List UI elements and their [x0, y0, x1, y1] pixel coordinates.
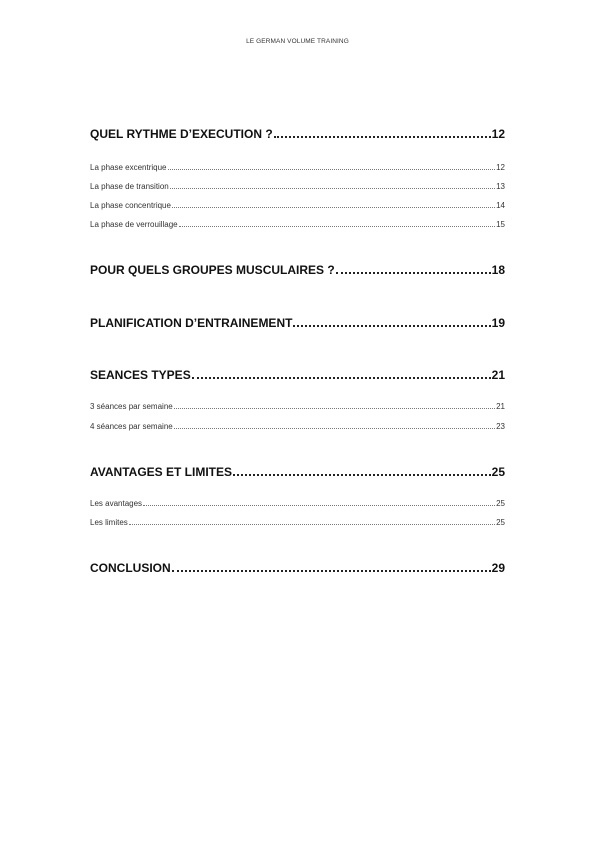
toc-section-conclusion[interactable] [90, 561, 505, 575]
toc-item-phase-concentrique[interactable] [90, 201, 505, 210]
toc-item-title: La phase de transition [90, 182, 169, 191]
dot-leader [179, 225, 495, 227]
toc-item-title: 3 séances par semaine [90, 402, 173, 411]
dot-leader [174, 427, 495, 429]
toc-page-number: 12 [496, 163, 505, 172]
toc-item-phase-transition[interactable] [90, 182, 505, 191]
toc-section-title: CONCLUSION [90, 561, 171, 575]
toc-item-title: La phase de verrouillage [90, 220, 178, 229]
toc-item-title: Les avantages [90, 499, 143, 508]
dot-leader [174, 407, 495, 409]
dot-leader [192, 376, 491, 379]
toc-page-number: 13 [496, 182, 505, 191]
toc-item-phase-excentrique[interactable] [90, 163, 505, 172]
toc-section-avantages-limites[interactable] [90, 465, 505, 479]
dot-leader [170, 187, 495, 189]
toc-page-number: 18 [491, 263, 505, 277]
toc-page-number: 25 [496, 518, 505, 527]
toc-page-number: 29 [491, 561, 505, 575]
dot-leader [233, 473, 491, 476]
toc-section-title: QUEL RYTHME D’EXECUTION ? [90, 127, 273, 141]
toc-section-quel-rythme[interactable] [90, 127, 505, 141]
toc-page-number: 21 [491, 368, 505, 382]
toc-page-number: 25 [491, 465, 505, 479]
toc-item-3-seances[interactable] [90, 402, 505, 411]
dot-leader [143, 504, 495, 506]
toc-page-number: 12 [491, 127, 505, 141]
running-header: LE GERMAN VOLUME TRAINING [246, 38, 349, 45]
toc-item-title: Les limites [90, 518, 128, 527]
toc-page-number: 15 [496, 220, 505, 229]
toc-page-number: 19 [491, 316, 505, 330]
toc-item-title: La phase excentrique [90, 163, 167, 172]
toc-item-title: 4 séances par semaine [90, 422, 173, 431]
toc-section-groupes-musculaires[interactable] [90, 263, 505, 277]
dot-leader [129, 523, 495, 525]
toc-section-title: PLANIFICATION D’ENTRAINEMENT [90, 316, 293, 330]
toc-item-4-seances[interactable] [90, 422, 505, 431]
dot-leader [172, 206, 495, 208]
dot-leader [336, 271, 491, 274]
toc-section-title: POUR QUELS GROUPES MUSCULAIRES ? [90, 263, 335, 277]
toc-section-planification[interactable] [90, 316, 505, 330]
toc-item-title: La phase concentrique [90, 201, 171, 210]
toc-page-number: 23 [496, 422, 505, 431]
toc-page-number: 21 [496, 402, 505, 411]
dot-leader [274, 135, 491, 138]
toc-section-seances-types[interactable] [90, 368, 505, 382]
dot-leader [168, 168, 496, 170]
dot-leader [172, 569, 491, 572]
toc-page-number: 14 [496, 201, 505, 210]
dot-leader [293, 324, 490, 327]
toc-item-avantages[interactable] [90, 499, 505, 508]
toc-section-title: AVANTAGES ET LIMITES [90, 465, 233, 479]
toc-item-phase-verrouillage[interactable] [90, 220, 505, 229]
toc-item-limites[interactable] [90, 518, 505, 527]
toc-page-number: 25 [496, 499, 505, 508]
toc-section-title: SEANCES TYPES [90, 368, 191, 382]
